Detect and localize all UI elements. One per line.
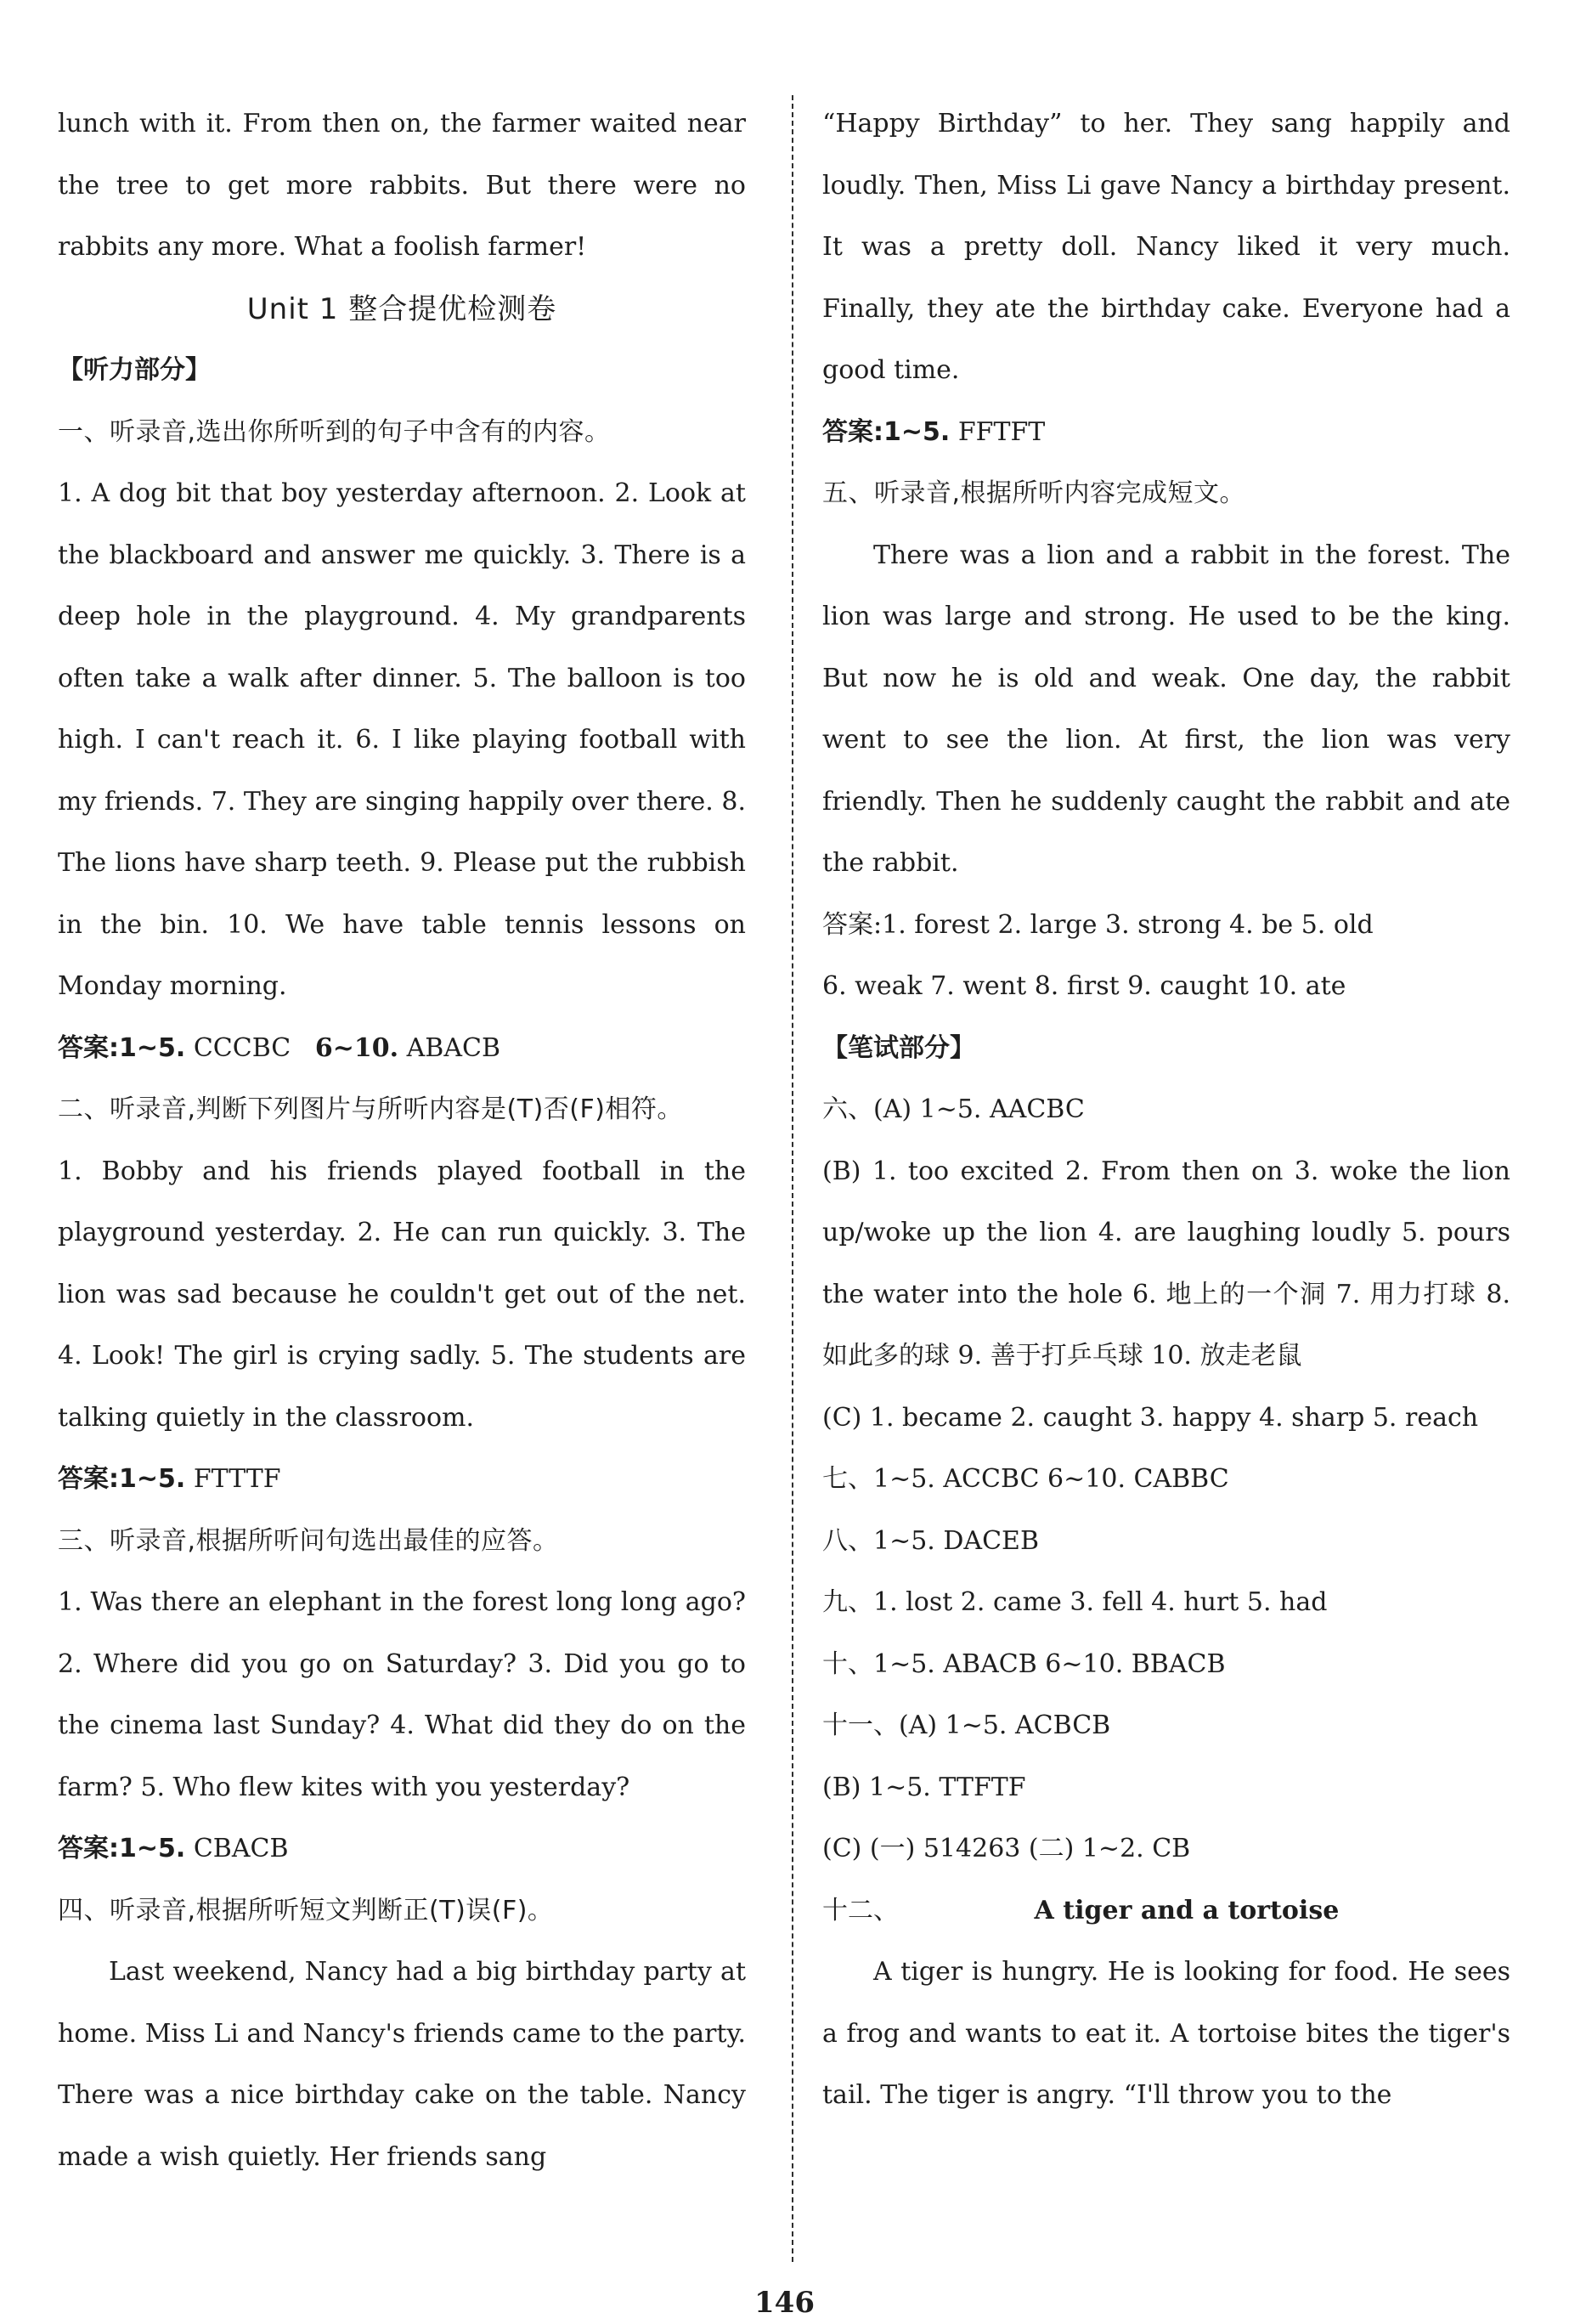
section-1-heading: 一、听录音,选出你所听到的句子中含有的内容。 (58, 416, 611, 447)
section-2-text: 1. Bobby and his friends played football in the playground yesterday. 2. He can run quickly. 3. The lion was sad because he couldn't get out of the net. 4. Look! The girl is crying sadly. 5. The students are talking quietly in the classroom. (58, 1156, 746, 1433)
section-5-answer-line-2: 6. weak 7. went 8. first 9. caught 10. ate (822, 971, 1346, 1001)
answer-key: 答案:1~5. (58, 1834, 186, 1863)
section-5-answer-line-1: 答案:1. forest 2. large 3. strong 4. be 5. old (822, 909, 1374, 940)
answer-key: 6~10. (314, 1032, 399, 1063)
section-11-b: (B) 1~5. TTFTF (822, 1772, 1026, 1802)
written-label: 【笔试部分】 (822, 1032, 975, 1063)
section-2-heading: 二、听录音,判断下列图片与所听内容是(T)否(F)相符。 (58, 1094, 683, 1124)
section-6-c: (C) 1. became 2. caught 3. happy 4. sharp 5. reach (822, 1402, 1479, 1433)
answer-key: 答案:1~5. (58, 1032, 186, 1063)
section-4-text-continued: “Happy Birthday” to her. They sang happily and loudly. Then, Miss Li gave Nancy a birthday present. It was a pretty doll. Nancy liked it very much. Finally, they ate the birthday cake. Everyone had a good time. (822, 109, 1510, 385)
section-8: 八、1~5. DACEB (822, 1525, 1039, 1556)
unit-title: Unit 1 整合提优检测卷 (246, 291, 557, 326)
section-6-a: 六、(A) 1~5. AACBC (822, 1094, 1085, 1124)
section-9: 九、1. lost 2. came 3. fell 4. hurt 5. had (822, 1587, 1328, 1617)
section-12-heading (822, 1880, 1510, 1942)
answer-value: CCCBC (193, 1032, 291, 1063)
section-4-heading: 四、听录音,根据所听短文判断正(T)误(F)。 (58, 1895, 554, 1925)
section-7: 七、1~5. ACCBC 6~10. CABBC (822, 1464, 1229, 1494)
section-11-a: 十一、(A) 1~5. ACBCB (822, 1710, 1111, 1740)
section-3-text: 1. Was there an elephant in the forest long long ago? 2. Where did you go on Saturday? 3. Did you go to the cinema last Sunday? 4. What did they do on the farm? 5. Who flew kites with you yesterday? (58, 1587, 746, 1802)
answer-value: FTTTF (193, 1464, 281, 1494)
section-3-answer (58, 1818, 746, 1880)
page-number: 146 (754, 2286, 815, 2320)
answer-value: ABACB (406, 1032, 500, 1063)
section-12-label: 十二、 (822, 1895, 899, 1925)
answer-value: CBACB (193, 1834, 289, 1863)
intro-paragraph: lunch with it. From then on, the farmer waited near the tree to get more rabbits. But there were no rabbits any more. What a foolish farmer! (58, 109, 746, 262)
right-column (822, 93, 1510, 2127)
listening-label: 【听力部分】 (58, 355, 211, 385)
section-1-answer (58, 1018, 746, 1080)
section-12-text: A tiger is hungry. He is looking for food. He sees a frog and wants to eat it. A tortoise bites the tiger's tail. The tiger is angry. “I'll throw you to the (822, 1957, 1510, 2110)
section-5-heading: 五、听录音,根据所听内容完成短文。 (822, 478, 1246, 508)
section-1-text: 1. A dog bit that boy yesterday afternoon. 2. Look at the blackboard and answer me quickly. 3. There is a deep hole in the playground. 4. My grandparents often take a walk after dinner. 5. The balloon is too high. I can't reach it. 6. I like playing football with my friends. 7. They are singing happily over there. 8. The lions have sharp teeth. 9. Please put the rubbish in the bin. 10. We have table tennis lessons on Monday morning. (58, 478, 746, 1001)
left-column (58, 93, 746, 2188)
section-6-b: (B) 1. too excited 2. From then on 3. woke the lion up/woke up the lion 4. are laughing loudly 5. pours the water into the hole 6. 地上的一个洞 7. 用力打球 8. 如此多的球 9. 善于打乒乓球 10. 放走老鼠 (822, 1156, 1510, 1371)
section-3-heading: 三、听录音,根据所听问句选出最佳的应答。 (58, 1525, 559, 1556)
column-divider (792, 95, 793, 2262)
section-5-text: There was a lion and a rabbit in the forest. The lion was large and strong. He used to be the king. But now he is old and weak. One day, the rabbit went to see the lion. At first, the lion was very friendly. Then he suddenly caught the rabbit and ate the rabbit. (822, 540, 1510, 878)
section-2-answer (58, 1449, 746, 1511)
answer-value: FFTFT (957, 416, 1046, 447)
story-title: A tiger and a tortoise (1034, 1895, 1340, 1925)
answer-key: 答案:1~5. (58, 1464, 186, 1494)
section-4-answer (822, 402, 1510, 464)
answer-key: 答案:1~5. (822, 416, 951, 447)
section-4-text: Last weekend, Nancy had a big birthday party at home. Miss Li and Nancy's friends came to the party. There was a nice birthday cake on the table. Nancy made a wish quietly. Her friends sang (58, 1957, 746, 2172)
section-10: 十、1~5. ABACB 6~10. BBACB (822, 1648, 1226, 1679)
section-11-c: (C) (一) 514263 (二) 1~2. CB (822, 1834, 1191, 1863)
